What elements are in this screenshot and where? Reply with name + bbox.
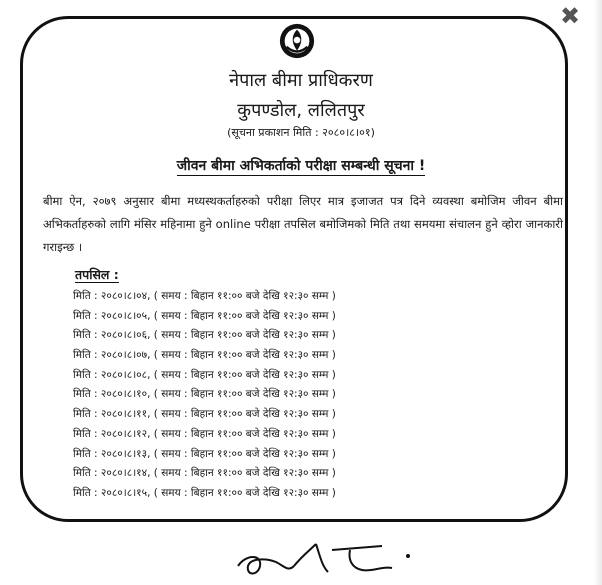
signature-icon: [232, 536, 422, 582]
org-name: नेपाल बीमा प्राधिकरण: [229, 70, 373, 91]
schedule-heading-text: तपसिल :: [75, 267, 119, 282]
schedule-list: [73, 287, 336, 504]
schedule-item: मिति : २०८०।८।०५, ( समय : बिहान ११:०० बजे देखि १२:३० सम्म ): [73, 309, 336, 322]
schedule-item: मिति : २०८०।८।०८, ( समय : बिहान ११:०० बजे देखि १२:३० सम्म ): [73, 368, 336, 381]
schedule-heading: [75, 266, 119, 283]
schedule-item: मिति : २०८०।८।१५, ( समय : बिहान ११:०० बजे देखि १२:३० सम्म ): [73, 486, 336, 499]
page-edge-shadow: [594, 0, 602, 585]
notice-body: बीमा ऐन, २०७९ अनुसार बीमा मध्यस्थकर्ताहरुको परीक्षा लिएर मात्र इजाजत पत्र दिने व्यवस्था बमोजिम जीवन बीमा अभिकर्ताहरुको लागि मंसिर महिनामा हुने online परीक्षा तपसिल बमोजिमको मिति तथा समयमा संचालन हुने व्होरा जानकारी गराइन्छ ।: [43, 194, 563, 254]
close-icon: ✖: [559, 2, 581, 30]
close-button[interactable]: [558, 4, 582, 28]
schedule-item: मिति : २०८०।८।०६, ( समय : बिहान ११:०० बजे देखि १२:३० सम्म ): [73, 329, 336, 342]
schedule-item: मिति : २०८०।८।११, ( समय : बिहान ११:०० बजे देखि १२:३० सम्म ): [73, 408, 336, 421]
schedule-item: मिति : २०८०।८।०७, ( समय : बिहान ११:०० बजे देखि १२:३० सम्म ): [73, 349, 336, 362]
org-address: कुपण्डोल, ललितपुर: [237, 100, 365, 121]
schedule-item: मिति : २०८०।८।१२, ( समय : बिहान ११:०० बजे देखि १२:३० सम्म ): [73, 427, 336, 440]
schedule-item: मिति : २०८०।८।१३, ( समय : बिहान ११:०० बजे देखि १२:३० सम्म ): [73, 447, 336, 460]
schedule-item: मिति : २०८०।८।०४, ( समय : बिहान ११:०० बजे देखि १२:३० सम्म ): [73, 290, 336, 302]
notice-title-text: जीवन बीमा अभिकर्ताको परीक्षा सम्बन्धी सूचना !: [176, 158, 426, 174]
notice-title: [0, 156, 602, 175]
publish-date: (सूचना प्रकाशन मिति : २०८०।८।०१): [227, 126, 375, 139]
schedule-item: मिति : २०८०।८।१०, ( समय : बिहान ११:०० बजे देखि १२:३० सम्म ): [73, 388, 336, 401]
insurance-authority-logo-icon: [278, 22, 316, 60]
schedule-item: मिति : २०८०।८।१४, ( समय : बिहान ११:०० बजे देखि १२:३० सम्म ): [73, 467, 336, 480]
